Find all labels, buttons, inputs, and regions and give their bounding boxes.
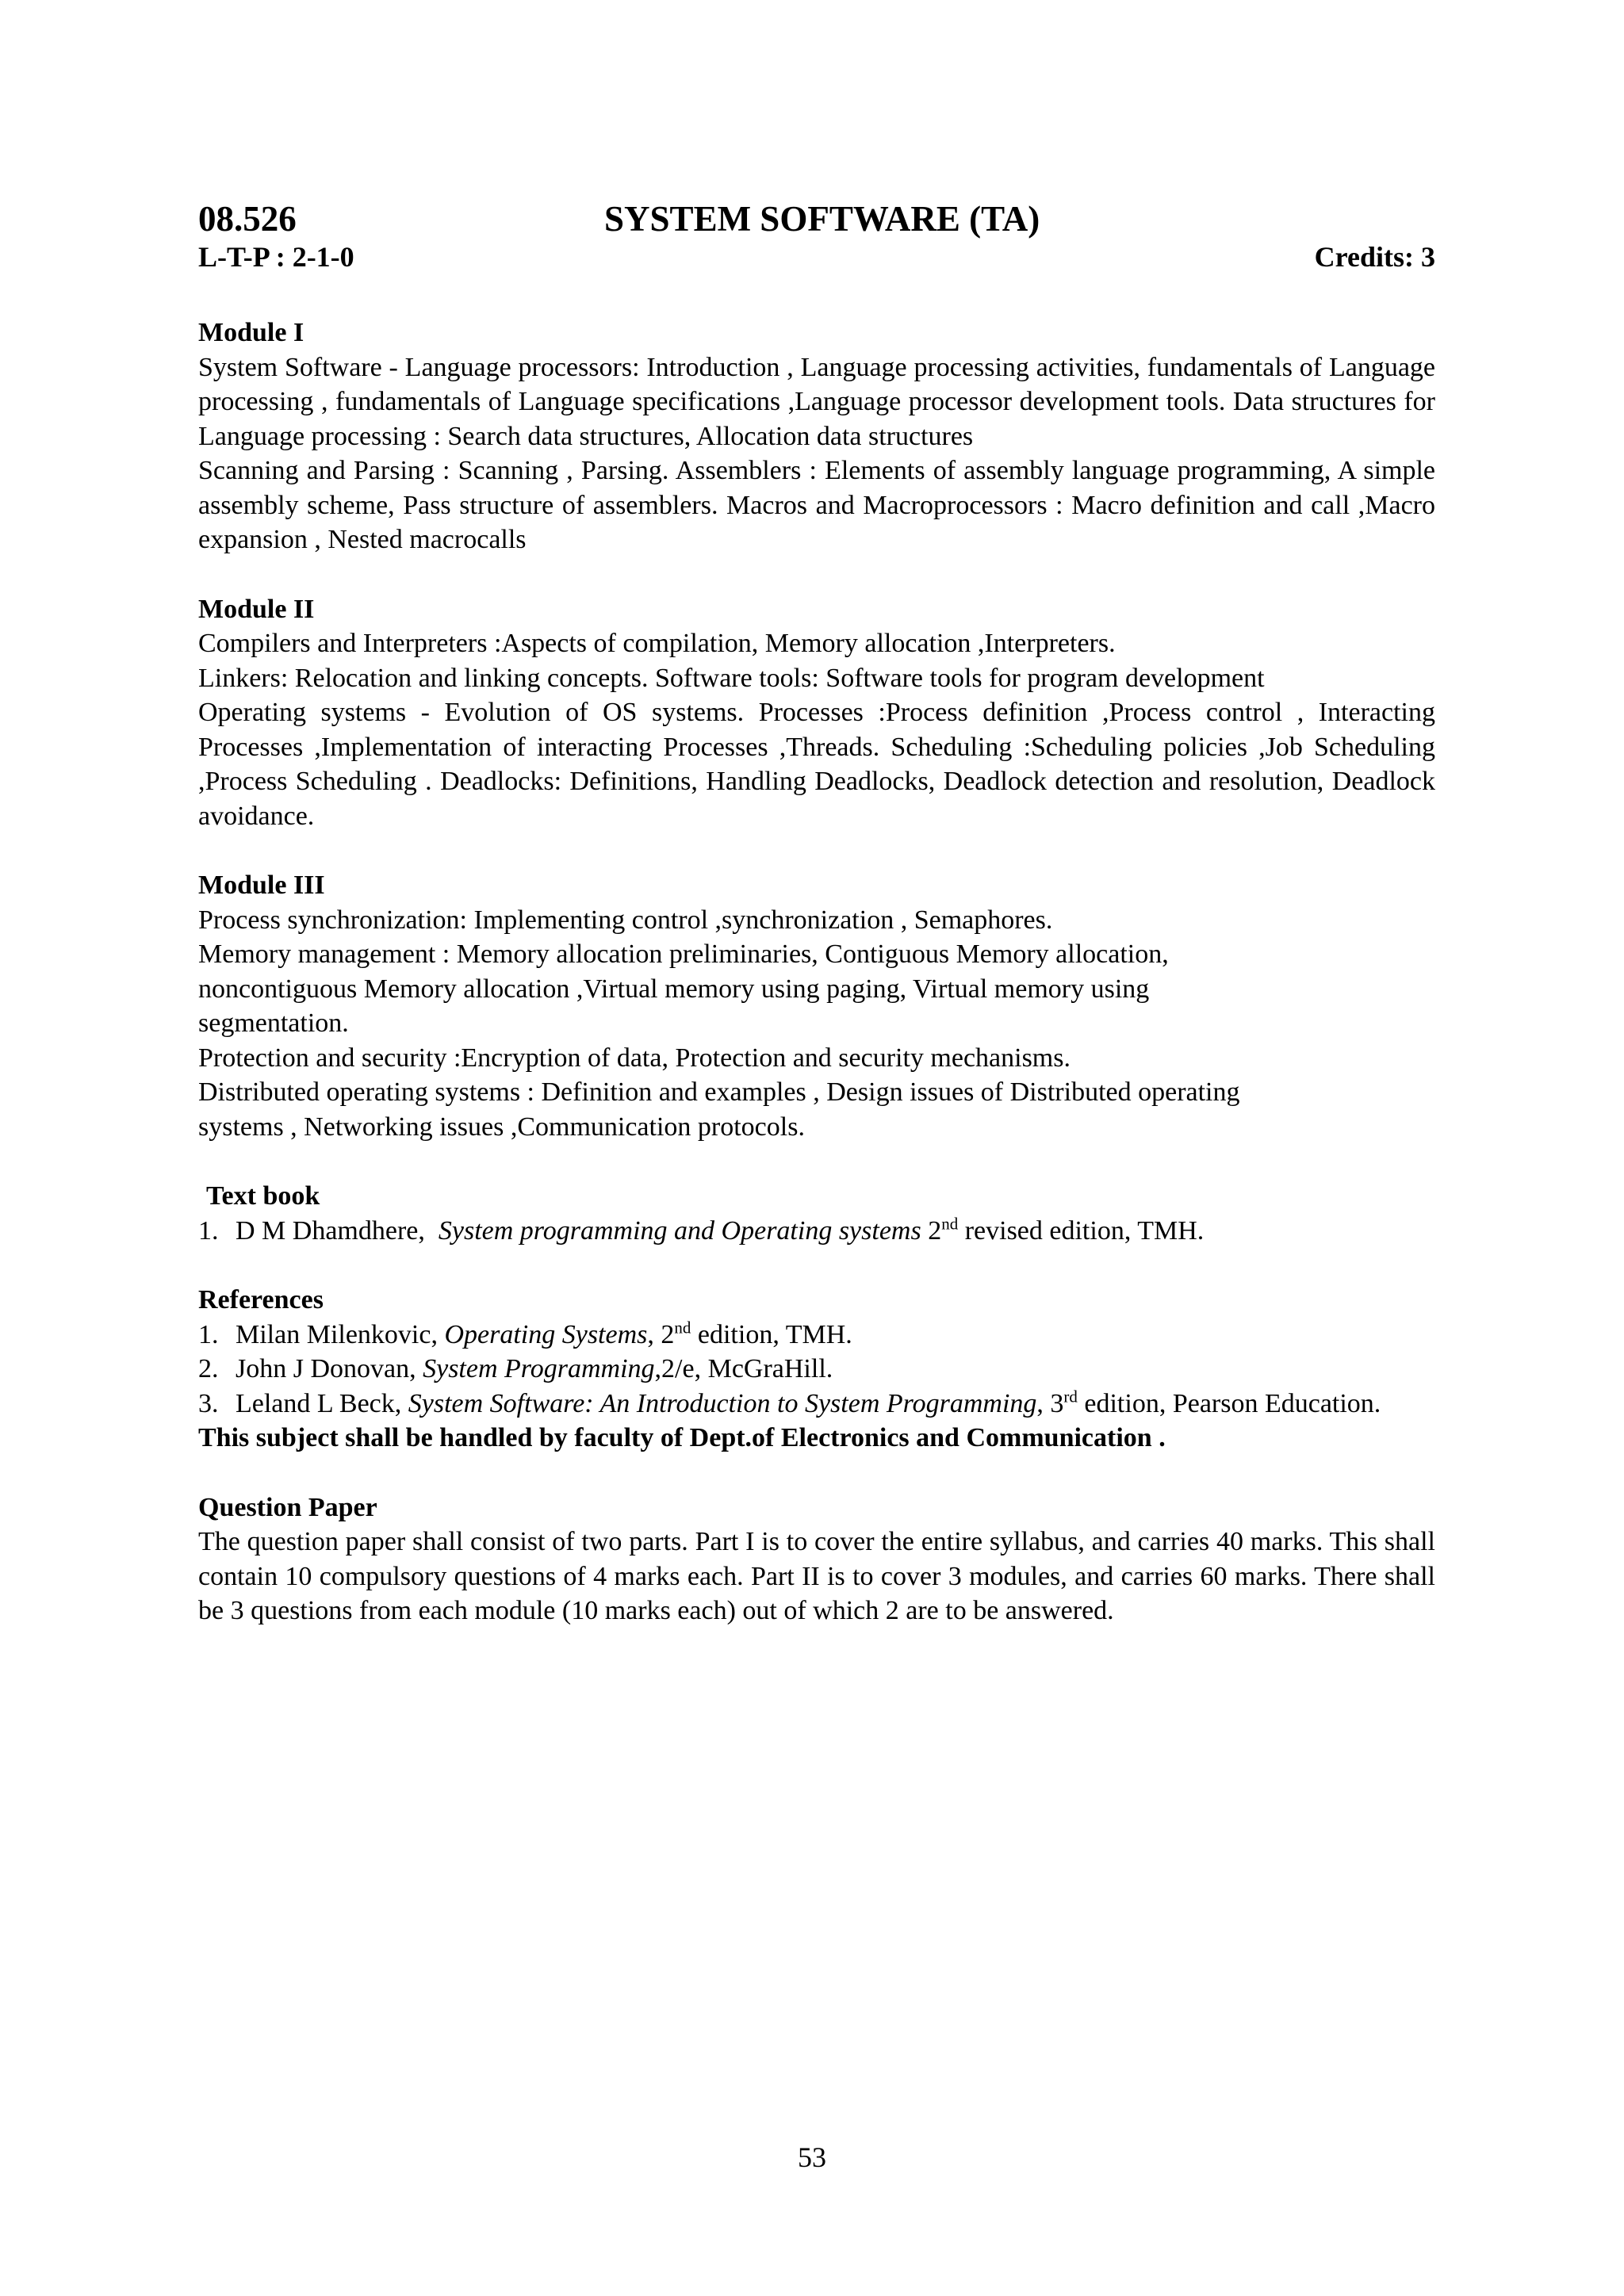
course-subheader — [198, 239, 1435, 274]
module-2 — [198, 592, 1435, 834]
publisher: edition, Pearson Education. — [1084, 1388, 1381, 1418]
item-number: 3. — [198, 1388, 219, 1418]
module-heading: Module II — [198, 594, 315, 624]
module-paragraph: Process synchronization: Implementing control ,synchronization , Semaphores. — [198, 905, 1053, 935]
references-section — [198, 1283, 1435, 1456]
module-heading: Module I — [198, 318, 304, 347]
module-paragraph: Distributed operating systems : Definition and examples , Design issues of Distributed operating systems , Networking issues ,Communication protocols. — [198, 1077, 1240, 1142]
question-paper-section — [198, 1490, 1435, 1628]
module-1 — [198, 316, 1435, 557]
module-3 — [198, 868, 1285, 1144]
module-paragraph: Protection and security :Encryption of data, Protection and security mechanisms. — [198, 1043, 1071, 1073]
question-paper-heading: Question Paper — [198, 1492, 377, 1522]
references-heading: References — [198, 1285, 324, 1314]
edition-suffix: nd — [941, 1214, 959, 1234]
module-paragraph: Linkers: Relocation and linking concepts. Software tools: Software tools for program development — [198, 663, 1265, 693]
item-number: 1. — [198, 1215, 219, 1246]
module-paragraph: Operating systems - Evolution of OS systems. Processes :Process definition ,Process control , Interacting Processes ,Implementation of interacting Processes ,Threads. Scheduling :Scheduling policies ,Job Scheduling ,Process Scheduling . Deadlocks: Definitions, Handling Deadlocks, Deadlock detection and resolution, Deadlock avoidance. — [198, 698, 1435, 831]
edition-suffix: nd — [674, 1318, 691, 1337]
book-title: System programming and Operating systems — [438, 1215, 921, 1246]
author: D M Dhamdhere, — [236, 1215, 425, 1246]
module-heading: Module III — [198, 871, 325, 900]
list-item — [198, 1387, 1435, 1422]
book-title: Operating Systems — [444, 1319, 648, 1349]
edition-number: , 3 — [1036, 1388, 1064, 1418]
item-number: 2. — [198, 1354, 219, 1383]
textbook-section — [198, 1179, 1435, 1248]
publisher: ,2/e, McGraHill. — [654, 1354, 833, 1383]
module-paragraph: Memory management : Memory allocation preliminaries, Contiguous Memory allocation, noncontiguous Memory allocation ,Virtual memory using paging, Virtual memory using segmentation. — [198, 939, 1169, 1038]
course-header — [198, 198, 1435, 239]
course-title: SYSTEM SOFTWARE (TA) — [604, 199, 1040, 239]
credits-label: Credits: 3 — [1314, 241, 1435, 273]
faculty-note: This subject shall be handled by faculty of Dept.of Electronics and Communication . — [198, 1423, 1166, 1452]
page-number: 53 — [798, 2141, 826, 2173]
list-item — [198, 1214, 1435, 1249]
item-number: 1. — [198, 1319, 219, 1349]
textbook-list — [198, 1214, 1435, 1249]
list-item — [198, 1352, 1435, 1387]
book-title: System Programming — [423, 1354, 655, 1383]
publisher: edition, TMH. — [697, 1319, 852, 1349]
author: Milan Milenkovic, — [236, 1319, 438, 1349]
syllabus-page — [198, 198, 1435, 1628]
list-item — [198, 1318, 1435, 1353]
edition-suffix: rd — [1063, 1387, 1078, 1406]
question-paper-text: The question paper shall consist of two parts. Part I is to cover the entire syllabus, and carries 40 marks. This shall contain 10 compulsory questions of 4 marks each. Part II is to cover 3 modules, and carries 60 marks. There shall be 3 questions from each module (10 marks each) out of which 2 are to be answered. — [198, 1527, 1435, 1625]
module-paragraph: Scanning and Parsing : Scanning , Parsing. Assemblers : Elements of assembly language programming, A simple assembly scheme, Pass structure of assemblers. Macros and Macroprocessors : Macro definition and call ,Macro expansion , Nested macrocalls — [198, 456, 1435, 554]
book-title: System Software: An Introduction to System Programming — [408, 1388, 1037, 1418]
module-paragraph: Compilers and Interpreters :Aspects of compilation, Memory allocation ,Interpreters. — [198, 629, 1116, 658]
publisher: revised edition, TMH. — [964, 1215, 1205, 1246]
author: Leland L Beck, — [236, 1388, 402, 1418]
course-code: 08.526 — [198, 199, 297, 239]
author: John J Donovan, — [236, 1354, 416, 1383]
edition-number: , 2 — [647, 1319, 675, 1349]
ltp-label: L-T-P : 2-1-0 — [198, 241, 354, 273]
edition-number: 2 — [928, 1215, 942, 1246]
textbook-heading: Text book — [206, 1181, 320, 1211]
module-paragraph: System Software - Language processors: Introduction , Language processing activities, fundamentals of Language processing , fundamentals of Language specifications ,Language processor development tools. Data structures for Language processing : Search data structures, Allocation data structures — [198, 352, 1435, 451]
references-list — [198, 1318, 1435, 1422]
